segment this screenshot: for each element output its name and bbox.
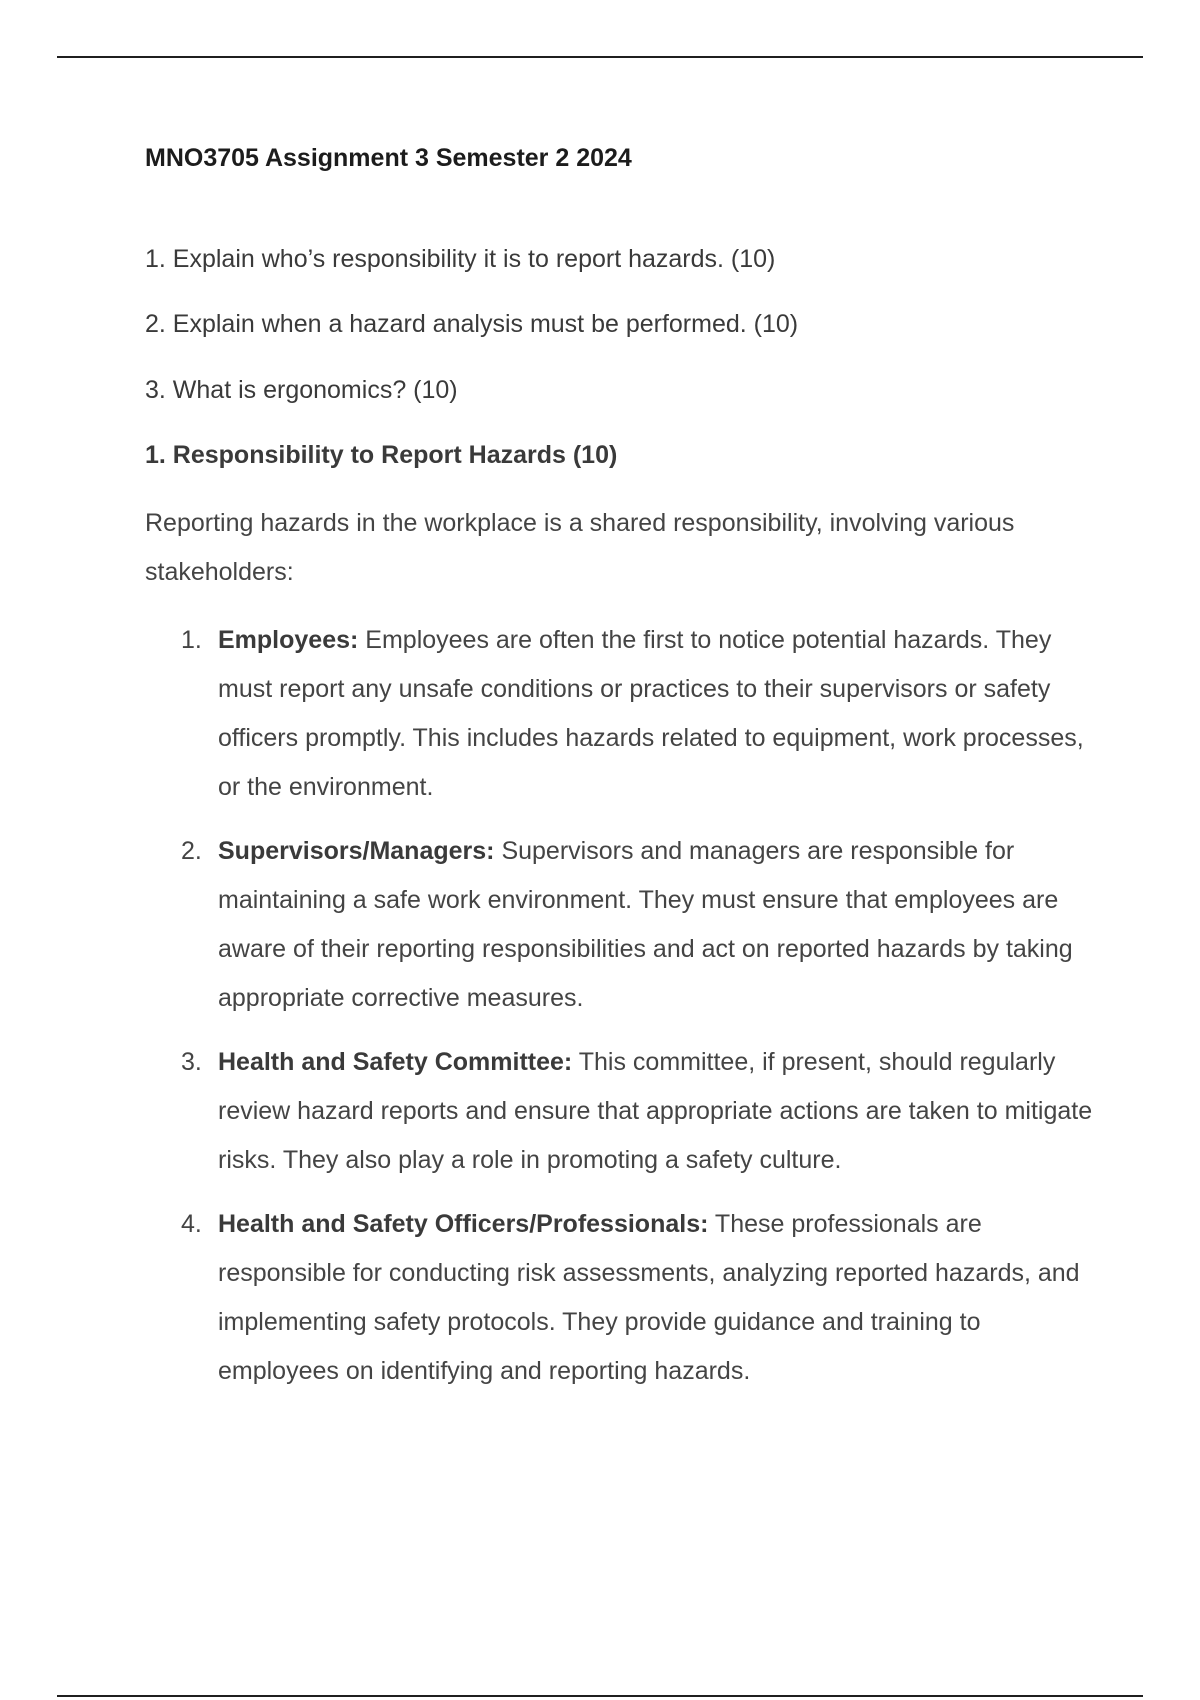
list-item-term: Health and Safety Committee: [218,1047,573,1076]
list-item-number: 1. [181,625,202,654]
stakeholder-list [145,616,1105,1396]
section-heading: 1. Responsibility to Report Hazards (10) [145,441,618,469]
list-item [145,1200,1105,1396]
list-item-text: These professionals are responsible for conducting risk assessments, analyzing reported hazards, and implementing safety protocols. They provide guidance and training to employees on identifying and reporting hazards. [218,1209,1080,1385]
top-divider [57,56,1143,58]
list-item-term: Health and Safety Officers/Professionals: [218,1209,709,1238]
list-item-number: 4. [181,1209,202,1238]
bottom-divider [57,1695,1143,1697]
list-item-number: 3. [181,1047,202,1076]
document-body [145,142,1105,1411]
question-2: 2. Explain when a hazard analysis must be performed. (10) [145,310,799,338]
document-title: MNO3705 Assignment 3 Semester 2 2024 [145,144,632,172]
list-item [145,616,1105,812]
list-item-term: Employees: [218,625,359,654]
list-item-term: Supervisors/Managers: [218,836,495,865]
question-3: 3. What is ergonomics? (10) [145,375,458,404]
list-item-text: Employees are often the first to notice potential hazards. They must report any unsafe conditions or practices to their supervisors or safety officers promptly. This includes hazards related to equipment, work processes, or the environment. [218,625,1084,801]
list-item-number: 2. [181,836,202,865]
list-item-text: This committee, if present, should regularly review hazard reports and ensure that appropriate actions are taken to mitigate risks. They also play a role in promoting a safety culture. [218,1047,1093,1174]
list-item [145,1038,1105,1185]
question-1: 1. Explain who’s responsibility it is to report hazards. (10) [145,244,776,273]
list-item [145,827,1105,1023]
list-item-text: Supervisors and managers are responsible for maintaining a safe work environment. They must ensure that employees are aware of their reporting responsibilities and act on reported hazards by taking appropriate corrective measures. [218,836,1073,1012]
section-intro: Reporting hazards in the workplace is a shared responsibility, involving various stakeholders: [145,508,1015,586]
